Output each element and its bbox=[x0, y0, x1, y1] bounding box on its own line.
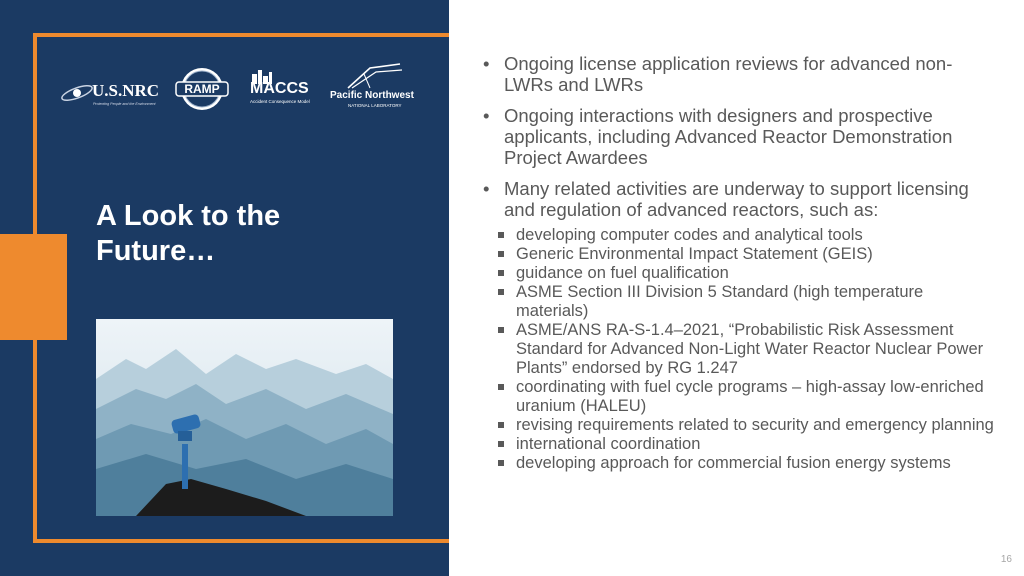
pnnl-logo-subtitle: NATIONAL LABORATORY bbox=[348, 103, 402, 108]
square-bullet-icon bbox=[498, 327, 504, 333]
sub-bullet-text: international coordination bbox=[516, 435, 701, 453]
square-bullet-icon bbox=[498, 289, 504, 295]
slide-title-line-1: A Look to the bbox=[96, 200, 281, 232]
square-bullet-icon bbox=[498, 270, 504, 276]
sub-bullet-item bbox=[478, 245, 998, 264]
bullet-text: Ongoing license application reviews for advanced non-LWRs and LWRs bbox=[504, 53, 953, 95]
sub-bullet-text: developing approach for commercial fusion energy systems bbox=[516, 454, 951, 472]
sub-bullet-item bbox=[478, 378, 998, 416]
bullet-icon: • bbox=[483, 53, 490, 74]
pnnl-logo-name: Pacific Northwest bbox=[330, 90, 414, 101]
ramp-logo-text: RAMP bbox=[184, 82, 220, 96]
nrc-logo-tagline: Protecting People and the Environment bbox=[93, 102, 156, 106]
square-bullet-icon bbox=[498, 460, 504, 466]
sub-bullet-item bbox=[478, 454, 998, 473]
sub-bullet-item bbox=[478, 435, 998, 454]
page-number: 16 bbox=[1000, 554, 1012, 565]
nrc-logo-text: U.S.NRC bbox=[92, 81, 160, 100]
bullet-text: Many related activities are underway to support licensing and regulation of advanced reactors, such as: bbox=[504, 178, 969, 220]
slide-title-line-2: Future… bbox=[96, 235, 216, 267]
orange-accent-block bbox=[0, 234, 67, 340]
sub-bullet-item bbox=[478, 283, 998, 321]
square-bullet-icon bbox=[498, 232, 504, 238]
sub-bullet-text: ASME Section III Division 5 Standard (high temperature materials) bbox=[516, 283, 924, 320]
sub-bullet-item bbox=[478, 226, 998, 245]
sub-bullet-text: ASME/ANS RA-S-1.4–2021, “Probabilistic Risk Assessment Standard for Advanced Non-Light Water Reactor Nuclear Power Plants” endorsed by RG 1.247 bbox=[516, 321, 984, 377]
bullet-icon: • bbox=[483, 178, 490, 199]
maccs-logo-subtitle: Accident Consequence Model bbox=[250, 99, 310, 104]
sub-bullet-text: Generic Environmental Impact Statement (GEIS) bbox=[516, 245, 873, 263]
mountain-viewer-photo bbox=[96, 319, 393, 516]
sub-bullet-list bbox=[478, 226, 998, 473]
slide-title bbox=[96, 199, 396, 269]
square-bullet-icon bbox=[498, 441, 504, 447]
sub-bullet-text: coordinating with fuel cycle programs – high-assay low-enriched uranium (HALEU) bbox=[516, 378, 984, 415]
sub-bullet-item bbox=[478, 264, 998, 283]
bullet-text: Ongoing interactions with designers and prospective applicants, including Advanced Reactor Demonstration Project Awardees bbox=[504, 105, 953, 168]
bullet-item bbox=[478, 53, 998, 95]
nrc-logo bbox=[60, 76, 160, 112]
ramp-logo bbox=[174, 66, 230, 112]
square-bullet-icon bbox=[498, 251, 504, 257]
bullet-list bbox=[478, 53, 998, 473]
square-bullet-icon bbox=[498, 384, 504, 390]
sub-bullet-item bbox=[478, 321, 998, 378]
maccs-logo-text: MACCS bbox=[250, 80, 309, 97]
sub-bullet-text: revising requirements related to security and emergency planning bbox=[516, 416, 994, 434]
bullet-item bbox=[478, 178, 998, 473]
bullet-icon: • bbox=[483, 105, 490, 126]
content-area bbox=[478, 53, 998, 483]
sub-bullet-text: developing computer codes and analytical tools bbox=[516, 226, 863, 244]
pnnl-logo bbox=[330, 62, 422, 108]
maccs-logo bbox=[248, 68, 312, 108]
square-bullet-icon bbox=[498, 422, 504, 428]
sub-bullet-item bbox=[478, 416, 998, 435]
bullet-item bbox=[478, 105, 998, 168]
pnnl-swoosh-icon bbox=[330, 62, 422, 90]
sub-bullet-text: guidance on fuel qualification bbox=[516, 264, 729, 282]
